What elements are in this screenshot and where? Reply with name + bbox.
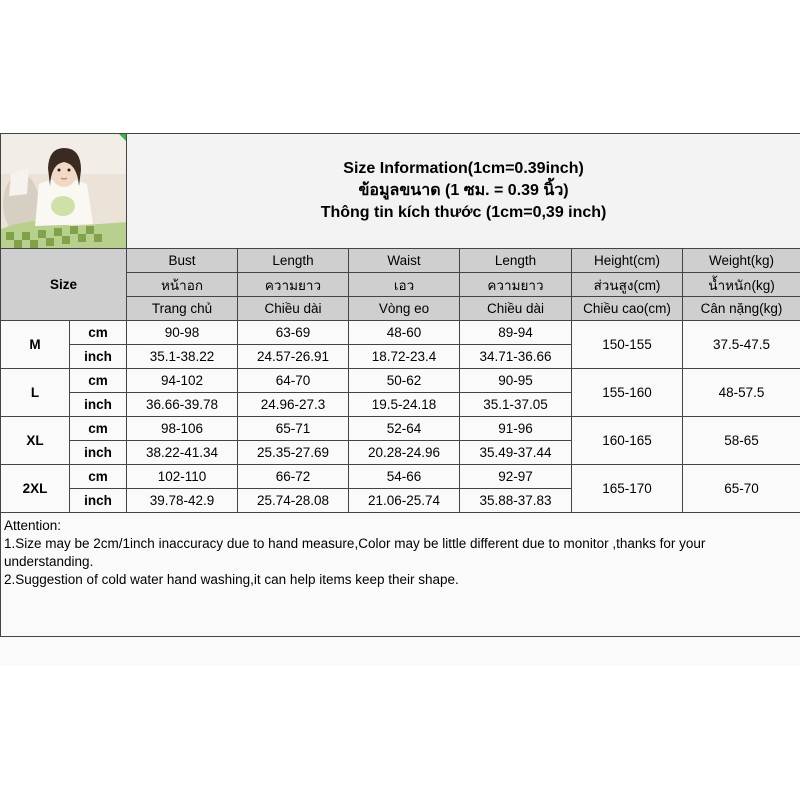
bust-inch-2xl: 39.78-42.9 bbox=[127, 489, 238, 513]
waist-inch-l: 19.5-24.18 bbox=[349, 393, 460, 417]
header-weight-thai: น้ำหนัก(kg) bbox=[683, 273, 800, 297]
height-2xl: 165-170 bbox=[572, 465, 683, 513]
pants-length-cm-l: 90-95 bbox=[460, 369, 572, 393]
unit-cm: cm bbox=[70, 369, 127, 393]
size-row-l-cm bbox=[1, 369, 800, 393]
waist-cm-2xl: 54-66 bbox=[349, 465, 460, 489]
bust-inch-xl: 38.22-41.34 bbox=[127, 441, 238, 465]
weight-m: 37.5-47.5 bbox=[683, 321, 800, 369]
header-pants-length-thai: ความยาว bbox=[460, 273, 572, 297]
pants-length-cm-2xl: 92-97 bbox=[460, 465, 572, 489]
weight-xl: 58-65 bbox=[683, 417, 800, 465]
title-thai: ข้อมูลขนาด (1 ซม. = 0.39 นิ้ว) bbox=[358, 182, 569, 199]
product-photo-cell bbox=[1, 134, 127, 249]
height-m: 150-155 bbox=[572, 321, 683, 369]
height-xl: 160-165 bbox=[572, 417, 683, 465]
length-inch-l: 24.96-27.3 bbox=[238, 393, 349, 417]
size-chart bbox=[0, 133, 800, 666]
bust-cm-2xl: 102-110 bbox=[127, 465, 238, 489]
waist-inch-2xl: 21.06-25.74 bbox=[349, 489, 460, 513]
unit-inch: inch bbox=[70, 489, 127, 513]
header-bust-vi: Trang chủ bbox=[127, 297, 238, 321]
weight-2xl: 65-70 bbox=[683, 465, 800, 513]
size-name-l: L bbox=[1, 369, 70, 417]
header-bust: Bust bbox=[127, 249, 238, 273]
unit-inch: inch bbox=[70, 393, 127, 417]
length-inch-xl: 25.35-27.69 bbox=[238, 441, 349, 465]
bust-cm-xl: 98-106 bbox=[127, 417, 238, 441]
model-photo-illustration bbox=[1, 134, 127, 248]
height-l: 155-160 bbox=[572, 369, 683, 417]
title-vietnamese: Thông tin kích thước (1cm=0,39 inch) bbox=[320, 204, 607, 221]
header-weight-vi: Cân nặng(kg) bbox=[683, 297, 800, 321]
header-waist-vi: Vòng eo bbox=[349, 297, 460, 321]
header-row-english bbox=[1, 249, 800, 273]
header-length: Length bbox=[238, 249, 349, 273]
pants-length-inch-xl: 35.49-37.44 bbox=[460, 441, 572, 465]
header-pants-length-vi: Chiều dài bbox=[460, 297, 572, 321]
header-waist: Waist bbox=[349, 249, 460, 273]
pants-length-inch-l: 35.1-37.05 bbox=[460, 393, 572, 417]
size-name-2xl: 2XL bbox=[1, 465, 70, 513]
attention-row bbox=[1, 513, 800, 637]
attention-note-2: 2.Suggestion of cold water hand washing,it can help items keep their shape. bbox=[4, 572, 459, 587]
pants-length-cm-xl: 91-96 bbox=[460, 417, 572, 441]
title-cell bbox=[127, 134, 800, 249]
size-row-xl-cm bbox=[1, 417, 800, 441]
length-inch-2xl: 25.74-28.08 bbox=[238, 489, 349, 513]
pants-length-inch-2xl: 35.88-37.83 bbox=[460, 489, 572, 513]
title-english: Size Information(1cm=0.39inch) bbox=[343, 160, 584, 177]
size-row-m-cm bbox=[1, 321, 800, 345]
header-length-vi: Chiều dài bbox=[238, 297, 349, 321]
header-pants-length: Length bbox=[460, 249, 572, 273]
weight-l: 48-57.5 bbox=[683, 369, 800, 417]
size-row-2xl-cm bbox=[1, 465, 800, 489]
attention-note-1: 1.Size may be 2cm/1inch inaccuracy due to hand measure,Color may be little different due to monitor ,thanks for your understanding. bbox=[4, 536, 706, 569]
pants-length-inch-m: 34.71-36.66 bbox=[460, 345, 572, 369]
bust-cm-l: 94-102 bbox=[127, 369, 238, 393]
waist-cm-xl: 52-64 bbox=[349, 417, 460, 441]
bust-inch-l: 36.66-39.78 bbox=[127, 393, 238, 417]
bust-cm-m: 90-98 bbox=[127, 321, 238, 345]
header-height: Height(cm) bbox=[572, 249, 683, 273]
size-name-xl: XL bbox=[1, 417, 70, 465]
header-height-vi: Chiều cao(cm) bbox=[572, 297, 683, 321]
bust-inch-m: 35.1-38.22 bbox=[127, 345, 238, 369]
header-length-thai: ความยาว bbox=[238, 273, 349, 297]
waist-cm-l: 50-62 bbox=[349, 369, 460, 393]
length-cm-l: 64-70 bbox=[238, 369, 349, 393]
waist-cm-m: 48-60 bbox=[349, 321, 460, 345]
header-waist-thai: เอว bbox=[349, 273, 460, 297]
title-row bbox=[1, 134, 800, 249]
unit-cm: cm bbox=[70, 321, 127, 345]
unit-inch: inch bbox=[70, 345, 127, 369]
header-bust-thai: หน้าอก bbox=[127, 273, 238, 297]
header-height-thai: ส่วนสูง(cm) bbox=[572, 273, 683, 297]
unit-cm: cm bbox=[70, 417, 127, 441]
attention-notes bbox=[1, 513, 800, 637]
length-cm-m: 63-69 bbox=[238, 321, 349, 345]
length-inch-m: 24.57-26.91 bbox=[238, 345, 349, 369]
size-header: Size bbox=[1, 249, 127, 321]
attention-heading: Attention: bbox=[4, 518, 62, 533]
size-table bbox=[0, 133, 800, 637]
length-cm-xl: 65-71 bbox=[238, 417, 349, 441]
product-photo bbox=[1, 134, 127, 248]
pants-length-cm-m: 89-94 bbox=[460, 321, 572, 345]
waist-inch-m: 18.72-23.4 bbox=[349, 345, 460, 369]
waist-inch-xl: 20.28-24.96 bbox=[349, 441, 460, 465]
size-name-m: M bbox=[1, 321, 70, 369]
length-cm-2xl: 66-72 bbox=[238, 465, 349, 489]
unit-cm: cm bbox=[70, 465, 127, 489]
unit-inch: inch bbox=[70, 441, 127, 465]
header-weight: Weight(kg) bbox=[683, 249, 800, 273]
